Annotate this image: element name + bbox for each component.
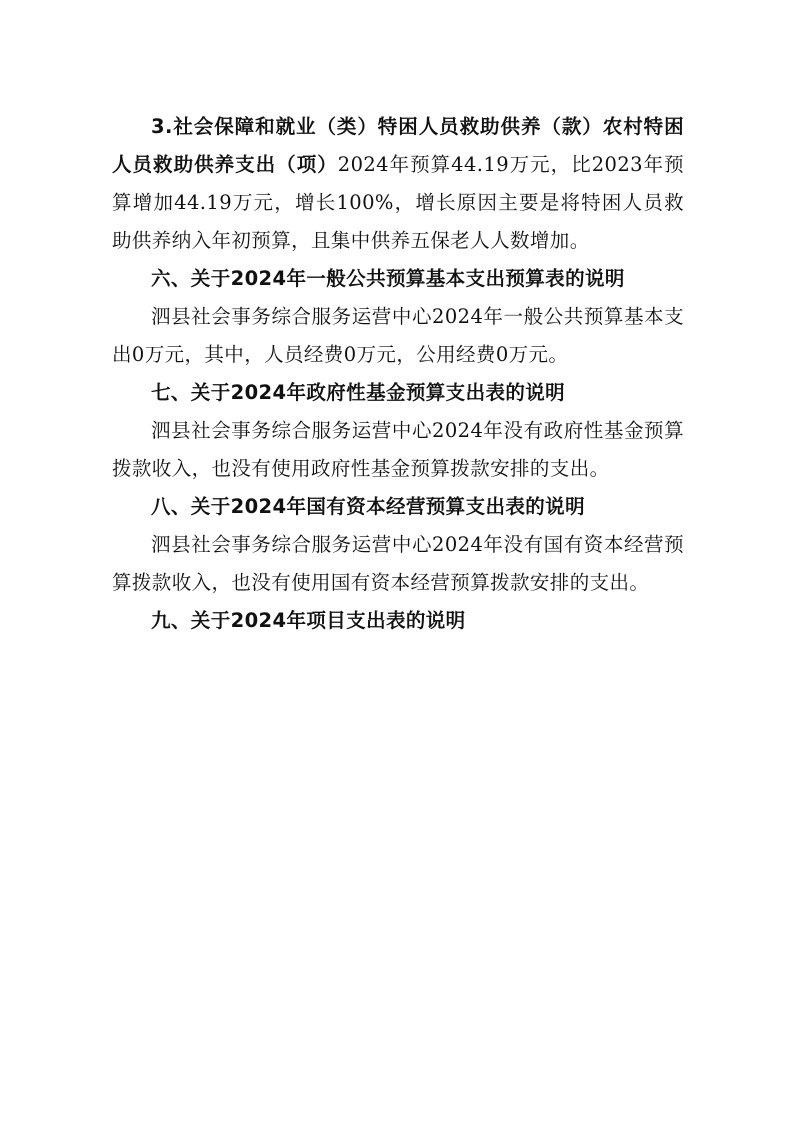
- paragraph-social-security-lead: 3.社会保障和就业（类）特困人员救助供养（款）农村特困人员救助供养支出（项）: [112, 115, 684, 176]
- paragraph-section-7: 泗县社会事务综合服务运营中心2024年没有政府性基金预算拨款收入，也没有使用政府性基金预算拨款安排的支出。: [112, 419, 684, 480]
- heading-section-9: 九、关于2024年项目支出表的说明: [151, 609, 466, 632]
- heading-section-6: 六、关于2024年一般公共预算基本支出预算表的说明: [151, 267, 625, 290]
- paragraph-social-security: [112, 108, 684, 260]
- paragraph-section-6: 泗县社会事务综合服务运营中心2024年一般公共预算基本支出0万元，其中，人员经费0万元，公用经费0万元。: [112, 305, 684, 366]
- heading-section-7: 七、关于2024年政府性基金预算支出表的说明: [151, 381, 566, 404]
- paragraph-section-8: 泗县社会事务综合服务运营中心2024年没有国有资本经营预算拨款收入，也没有使用国有资本经营预算拨款安排的支出。: [112, 533, 684, 594]
- paragraph-social-security-text: 2024年预算44.19万元，比2023年预算增加44.19万元，增长100%，增长原因主要是将特困人员救助供养纳入年初预算，且集中供养五保老人人数增加。: [112, 153, 684, 252]
- document-body: [112, 108, 684, 640]
- heading-section-8: 八、关于2024年国有资本经营预算支出表的说明: [151, 495, 585, 518]
